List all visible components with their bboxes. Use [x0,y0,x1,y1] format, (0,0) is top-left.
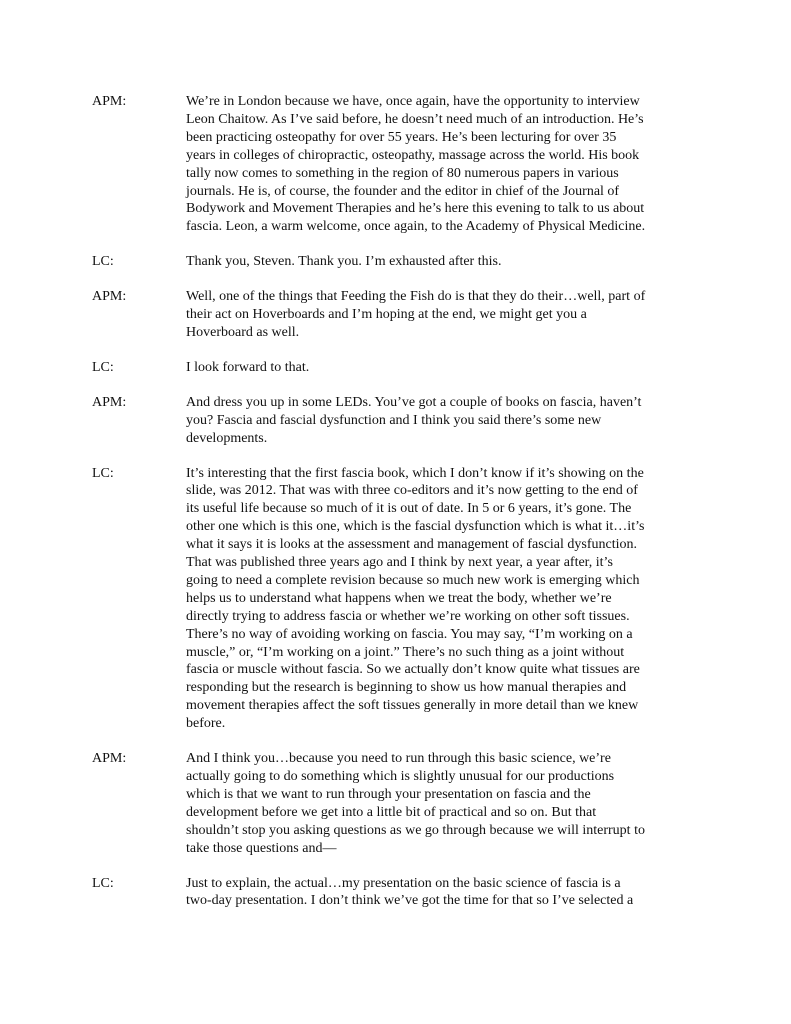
text-line: Well, one of the things that Feeding the Fish do is that they do their…well, part of [186,289,646,305]
text-line: It’s interesting that the first fascia book, which I don’t know if it’s showing on the [186,465,644,481]
text-line: Just to explain, the actual…my presentation on the basic science of fascia is a [186,875,621,891]
text-line: Hoverboard as well. [186,324,300,340]
speaker-label: LC: [92,875,114,891]
text-line: helps us to understand what happens when we treat the body, whether we’re [186,590,612,606]
transcript-entry [92,750,704,857]
text-line: That was published three years ago and I think by next year, a year after, it’s [186,555,613,571]
text-line: years in colleges of chiropractic, osteopathy, massage across the world. His book [186,147,640,163]
transcript-entry [92,253,704,271]
text-line: journals. He is, of course, the founder and the editor in chief of the Journal of [186,183,620,199]
text-line: its useful life because so much of it is out of date. In 5 or 6 years, it’s gone. The [186,501,632,517]
speaker-label: APM: [92,289,127,305]
text-line: There’s no way of avoiding working on fascia. You may say, “I’m working on a [186,626,633,642]
text-line: two-day presentation. I don’t think we’ve got the time for that so I’ve selected a [186,893,634,909]
text-line: tally now comes to something in the region of 80 numerous papers in various [186,165,619,181]
text-line: Thank you, Steven. Thank you. I’m exhausted after this. [186,254,502,270]
text-line: directly trying to address fascia or whether we’re working on other soft tissues. [186,608,630,624]
text-line: actually going to do something which is slightly unusual for our productions [186,769,615,784]
text-line: fascia or muscle without fascia. So we actually don’t know quite what tissues are [186,662,640,678]
text-line: before. [186,716,226,732]
utterance-text [186,465,698,734]
utterance-text [186,875,698,911]
transcript [92,93,704,927]
utterance-text [186,394,698,448]
text-line: Leon Chaitow. As I’ve said before, he doesn’t need much of an introduction. He’s [186,111,644,127]
text-line: development before we get into a little bit of practical and so on. But that [186,804,597,820]
utterance-text [186,288,698,342]
speaker-label: LC: [92,254,114,270]
text-line: I look forward to that. [186,359,310,375]
text-line: Bodywork and Movement Therapies and he’s here this evening to talk to us about [186,201,645,217]
text-line: We’re in London because we have, once again, have the opportunity to interview [186,94,640,109]
text-line: other one which is this one, which is the fascial dysfunction which is what it…it’s [186,519,645,535]
text-line: what it says it is looks at the assessment and management of fascial dysfunction. [186,537,638,553]
transcript-entry [92,359,704,377]
utterance-text [186,359,698,377]
speaker-label: APM: [92,94,127,109]
text-line: which is that we want to run through your presentation on fascia and the [186,786,591,802]
text-line: their act on Hoverboards and I’m hoping at the end, we might get you a [186,307,587,323]
speaker-label: LC: [92,465,114,481]
speaker-label: APM: [92,394,127,410]
text-line: And I think you…because you need to run through this basic science, we’re [186,751,611,767]
text-line: fascia. Leon, a warm welcome, once again, to the Academy of Physical Medicine. [186,219,646,235]
transcript-entry [92,465,704,734]
text-line: been practicing osteopathy for over 55 years. He’s been lecturing for over 35 [186,129,617,145]
text-line: developments. [186,430,268,446]
transcript-entry [92,394,704,448]
text-line: take those questions and— [186,840,337,856]
text-line: movement therapies affect the soft tissues generally in more detail than we knew [186,698,639,714]
utterance-text [186,253,698,271]
text-line: slide, was 2012. That was with three co-editors and it’s now getting to the end of [186,483,638,499]
transcript-entry [92,875,704,911]
text-line: muscle,” or, “I’m working on a joint.” There’s no such thing as a joint without [186,644,625,660]
utterance-text [186,750,698,857]
text-line: going to need a complete revision because so much new work is emerging which [186,572,640,588]
text-line: And dress you up in some LEDs. You’ve got a couple of books on fascia, haven’t [186,394,642,410]
text-line: you? Fascia and fascial dysfunction and I think you said there’s some new [186,412,602,428]
utterance-text [186,93,698,236]
text-line: responding but the research is beginning to show us how manual therapies and [186,680,627,696]
transcript-entry [92,288,704,342]
speaker-label: APM: [92,751,127,767]
speaker-label: LC: [92,359,114,375]
transcript-entry [92,93,704,236]
text-line: shouldn’t stop you asking questions as we go through because we will interrupt to [186,822,645,838]
